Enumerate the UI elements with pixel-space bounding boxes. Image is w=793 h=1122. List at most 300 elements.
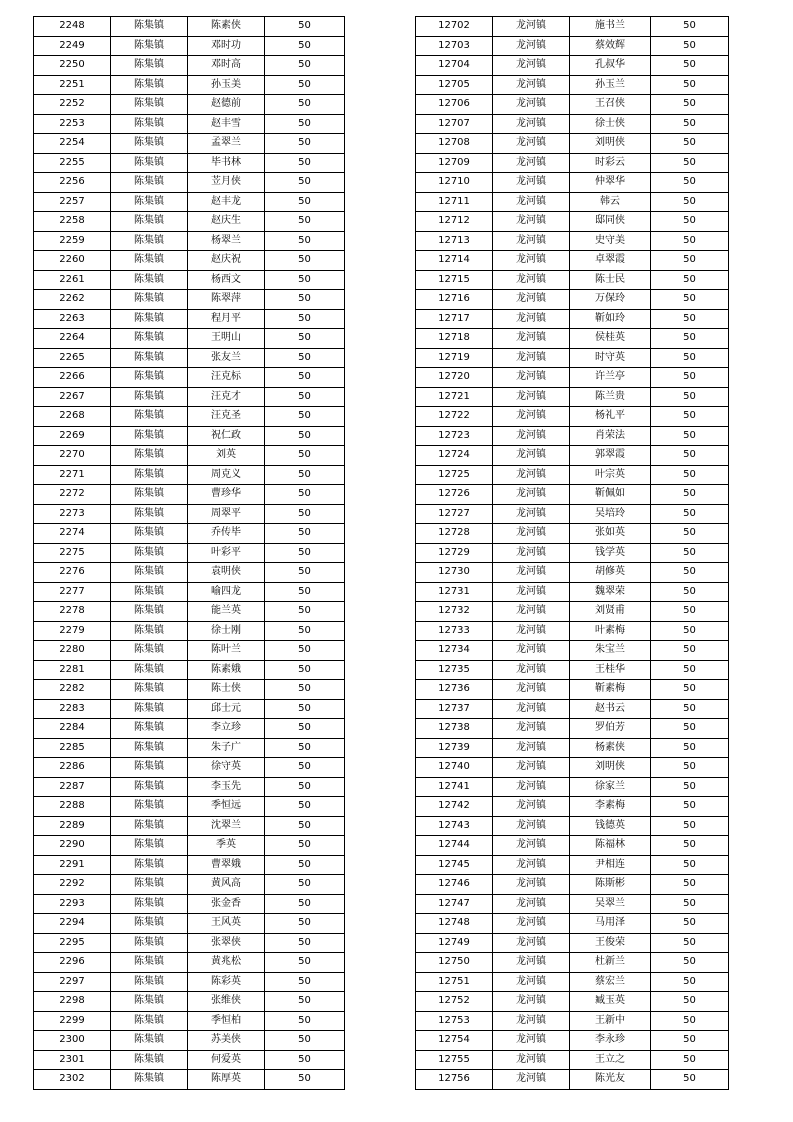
name-cell: 李立珍 [188,719,265,739]
town-cell: 陈集镇 [111,972,188,992]
amount-cell: 50 [265,17,345,37]
town-cell: 龙河镇 [493,95,570,115]
town-cell: 陈集镇 [111,524,188,544]
town-cell: 龙河镇 [493,875,570,895]
town-cell: 陈集镇 [111,660,188,680]
amount-cell: 50 [651,641,729,661]
serial-number-cell: 2297 [34,972,111,992]
table-row [416,953,729,973]
town-cell: 龙河镇 [493,680,570,700]
name-cell: 何爱英 [188,1050,265,1070]
town-cell: 陈集镇 [111,855,188,875]
town-cell: 陈集镇 [111,758,188,778]
serial-number-cell: 12746 [416,875,493,895]
serial-number-cell: 12717 [416,309,493,329]
name-cell: 乔传毕 [188,524,265,544]
serial-number-cell: 12748 [416,914,493,934]
name-cell: 曹翠娥 [188,855,265,875]
serial-number-cell: 2261 [34,270,111,290]
town-cell: 龙河镇 [493,602,570,622]
amount-cell: 50 [651,504,729,524]
town-cell: 龙河镇 [493,231,570,251]
table-row [34,231,345,251]
town-cell: 龙河镇 [493,816,570,836]
table-row [34,836,345,856]
serial-number-cell: 12747 [416,894,493,914]
name-cell: 季英 [188,836,265,856]
amount-cell: 50 [265,212,345,232]
serial-number-cell: 2286 [34,758,111,778]
table-row [34,1070,345,1090]
serial-number-cell: 12725 [416,465,493,485]
table-row [34,524,345,544]
serial-number-cell: 2289 [34,816,111,836]
town-cell: 陈集镇 [111,1031,188,1051]
amount-cell: 50 [265,426,345,446]
amount-cell: 50 [651,1070,729,1090]
table-row [416,153,729,173]
name-cell: 仲翠华 [570,173,651,193]
table-row [34,894,345,914]
name-cell: 祝仁政 [188,426,265,446]
town-cell: 陈集镇 [111,368,188,388]
table-row [34,855,345,875]
amount-cell: 50 [651,875,729,895]
table-row [34,563,345,583]
town-cell: 龙河镇 [493,465,570,485]
amount-cell: 50 [651,563,729,583]
name-cell: 吴培玲 [570,504,651,524]
name-cell: 叶彩平 [188,543,265,563]
name-cell: 邓时高 [188,56,265,76]
amount-cell: 50 [265,992,345,1012]
town-cell: 龙河镇 [493,719,570,739]
serial-number-cell: 2300 [34,1031,111,1051]
amount-cell: 50 [265,582,345,602]
table-row [34,270,345,290]
amount-cell: 50 [265,836,345,856]
town-cell: 龙河镇 [493,758,570,778]
serial-number-cell: 2287 [34,777,111,797]
town-cell: 陈集镇 [111,953,188,973]
table-row [34,251,345,271]
table-row [34,543,345,563]
town-cell: 龙河镇 [493,426,570,446]
serial-number-cell: 2248 [34,17,111,37]
table-row [416,465,729,485]
amount-cell: 50 [265,875,345,895]
name-cell: 赵庆生 [188,212,265,232]
amount-cell: 50 [651,855,729,875]
serial-number-cell: 2256 [34,173,111,193]
name-cell: 汪克标 [188,368,265,388]
table-row [34,485,345,505]
serial-number-cell: 2290 [34,836,111,856]
name-cell: 靳如玲 [570,309,651,329]
table-row [34,680,345,700]
serial-number-cell: 12734 [416,641,493,661]
amount-cell: 50 [651,270,729,290]
table-row [34,582,345,602]
name-cell: 刘明侠 [570,134,651,154]
table-row [416,738,729,758]
town-cell: 陈集镇 [111,563,188,583]
amount-cell: 50 [651,290,729,310]
amount-cell: 50 [651,368,729,388]
name-cell: 赵书云 [570,699,651,719]
serial-number-cell: 12756 [416,1070,493,1090]
table-row [416,797,729,817]
table-row [34,290,345,310]
name-cell: 肖荣法 [570,426,651,446]
name-cell: 袁明侠 [188,563,265,583]
name-cell: 汪克圣 [188,407,265,427]
table-row [416,309,729,329]
serial-number-cell: 12715 [416,270,493,290]
table-row [416,134,729,154]
table-row [416,914,729,934]
town-cell: 龙河镇 [493,1011,570,1031]
town-cell: 陈集镇 [111,641,188,661]
name-cell: 杨礼平 [570,407,651,427]
name-cell: 侯桂英 [570,329,651,349]
table-row [416,173,729,193]
name-cell: 季恒柏 [188,1011,265,1031]
serial-number-cell: 2285 [34,738,111,758]
amount-cell: 50 [651,660,729,680]
serial-number-cell: 12705 [416,75,493,95]
name-cell: 陈福林 [570,836,651,856]
table-row [416,660,729,680]
serial-number-cell: 2302 [34,1070,111,1090]
name-cell: 蔡宏兰 [570,972,651,992]
serial-number-cell: 12740 [416,758,493,778]
table-row [416,504,729,524]
amount-cell: 50 [265,543,345,563]
amount-cell: 50 [651,114,729,134]
table-row [34,36,345,56]
amount-cell: 50 [265,933,345,953]
serial-number-cell: 12709 [416,153,493,173]
amount-cell: 50 [265,660,345,680]
town-cell: 龙河镇 [493,524,570,544]
amount-cell: 50 [651,212,729,232]
town-cell: 龙河镇 [493,348,570,368]
town-cell: 陈集镇 [111,914,188,934]
serial-number-cell: 12712 [416,212,493,232]
town-cell: 龙河镇 [493,153,570,173]
table-row [416,543,729,563]
name-cell: 苏美侠 [188,1031,265,1051]
name-cell: 杨翠兰 [188,231,265,251]
table-row [34,75,345,95]
town-cell: 龙河镇 [493,1050,570,1070]
town-cell: 陈集镇 [111,173,188,193]
town-cell: 龙河镇 [493,504,570,524]
table-row [416,1070,729,1090]
name-cell: 陈斯彬 [570,875,651,895]
table-row [416,17,729,37]
left-roster-body [34,17,345,1090]
name-cell: 郭翠霞 [570,446,651,466]
serial-number-cell: 2277 [34,582,111,602]
amount-cell: 50 [651,153,729,173]
serial-number-cell: 2294 [34,914,111,934]
table-row [34,329,345,349]
table-row [34,309,345,329]
name-cell: 许兰亭 [570,368,651,388]
amount-cell: 50 [265,270,345,290]
serial-number-cell: 2299 [34,1011,111,1031]
serial-number-cell: 2267 [34,387,111,407]
town-cell: 陈集镇 [111,309,188,329]
table-row [34,972,345,992]
town-cell: 龙河镇 [493,953,570,973]
name-cell: 吴翠兰 [570,894,651,914]
town-cell: 龙河镇 [493,368,570,388]
table-row [416,387,729,407]
amount-cell: 50 [265,1070,345,1090]
serial-number-cell: 2276 [34,563,111,583]
town-cell: 陈集镇 [111,114,188,134]
name-cell: 王明山 [188,329,265,349]
table-row [416,894,729,914]
name-cell: 杨西文 [188,270,265,290]
serial-number-cell: 12750 [416,953,493,973]
amount-cell: 50 [651,465,729,485]
amount-cell: 50 [265,972,345,992]
table-row [416,680,729,700]
amount-cell: 50 [265,387,345,407]
table-row [34,56,345,76]
table-row [416,875,729,895]
amount-cell: 50 [651,582,729,602]
amount-cell: 50 [265,153,345,173]
amount-cell: 50 [265,797,345,817]
amount-cell: 50 [265,368,345,388]
table-row [416,641,729,661]
town-cell: 龙河镇 [493,699,570,719]
name-cell: 苙月侠 [188,173,265,193]
table-row [416,348,729,368]
table-row [34,1011,345,1031]
serial-number-cell: 2258 [34,212,111,232]
serial-number-cell: 2262 [34,290,111,310]
amount-cell: 50 [265,329,345,349]
serial-number-cell: 12716 [416,290,493,310]
name-cell: 陈士民 [570,270,651,290]
amount-cell: 50 [265,719,345,739]
serial-number-cell: 2269 [34,426,111,446]
town-cell: 龙河镇 [493,446,570,466]
town-cell: 陈集镇 [111,1070,188,1090]
amount-cell: 50 [265,407,345,427]
town-cell: 龙河镇 [493,114,570,134]
amount-cell: 50 [265,855,345,875]
serial-number-cell: 12732 [416,602,493,622]
serial-number-cell: 2301 [34,1050,111,1070]
name-cell: 徐守英 [188,758,265,778]
amount-cell: 50 [265,953,345,973]
name-cell: 马用泽 [570,914,651,934]
serial-number-cell: 12733 [416,621,493,641]
town-cell: 龙河镇 [493,134,570,154]
town-cell: 陈集镇 [111,426,188,446]
name-cell: 陈素侠 [188,17,265,37]
table-row [416,192,729,212]
table-row [34,153,345,173]
name-cell: 邸同侠 [570,212,651,232]
name-cell: 赵丰雪 [188,114,265,134]
amount-cell: 50 [265,563,345,583]
amount-cell: 50 [651,134,729,154]
table-row [34,621,345,641]
amount-cell: 50 [265,641,345,661]
town-cell: 龙河镇 [493,270,570,290]
amount-cell: 50 [651,75,729,95]
name-cell: 徐士侠 [570,114,651,134]
name-cell: 卓翠霞 [570,251,651,271]
serial-number-cell: 2272 [34,485,111,505]
table-row [416,1031,729,1051]
serial-number-cell: 12718 [416,329,493,349]
town-cell: 龙河镇 [493,894,570,914]
name-cell: 朱宝兰 [570,641,651,661]
amount-cell: 50 [651,426,729,446]
amount-cell: 50 [265,816,345,836]
name-cell: 杨素侠 [570,738,651,758]
serial-number-cell: 12723 [416,426,493,446]
town-cell: 龙河镇 [493,855,570,875]
serial-number-cell: 12743 [416,816,493,836]
town-cell: 陈集镇 [111,212,188,232]
town-cell: 陈集镇 [111,738,188,758]
name-cell: 陈士侠 [188,680,265,700]
amount-cell: 50 [651,173,729,193]
table-row [416,719,729,739]
serial-number-cell: 2298 [34,992,111,1012]
table-row [416,426,729,446]
town-cell: 陈集镇 [111,387,188,407]
town-cell: 龙河镇 [493,797,570,817]
name-cell: 赵庆祝 [188,251,265,271]
table-row [34,192,345,212]
serial-number-cell: 2282 [34,680,111,700]
serial-number-cell: 12720 [416,368,493,388]
right-roster-body [416,17,729,1090]
name-cell: 曹珍华 [188,485,265,505]
amount-cell: 50 [651,485,729,505]
town-cell: 陈集镇 [111,231,188,251]
town-cell: 龙河镇 [493,290,570,310]
table-row [416,270,729,290]
town-cell: 龙河镇 [493,621,570,641]
amount-cell: 50 [265,1050,345,1070]
table-row [34,17,345,37]
town-cell: 龙河镇 [493,212,570,232]
amount-cell: 50 [651,621,729,641]
town-cell: 龙河镇 [493,309,570,329]
name-cell: 钱学英 [570,543,651,563]
amount-cell: 50 [265,777,345,797]
town-cell: 龙河镇 [493,563,570,583]
name-cell: 陈素娥 [188,660,265,680]
name-cell: 李素梅 [570,797,651,817]
serial-number-cell: 12738 [416,719,493,739]
table-row [34,348,345,368]
table-row [416,777,729,797]
amount-cell: 50 [651,602,729,622]
serial-number-cell: 12751 [416,972,493,992]
table-row [416,251,729,271]
town-cell: 龙河镇 [493,660,570,680]
table-row [416,446,729,466]
table-row [34,953,345,973]
amount-cell: 50 [651,524,729,544]
amount-cell: 50 [265,699,345,719]
town-cell: 陈集镇 [111,1050,188,1070]
name-cell: 杜新兰 [570,953,651,973]
serial-number-cell: 2296 [34,953,111,973]
name-cell: 魏翠荣 [570,582,651,602]
amount-cell: 50 [651,758,729,778]
town-cell: 陈集镇 [111,621,188,641]
amount-cell: 50 [651,309,729,329]
amount-cell: 50 [651,933,729,953]
table-row [416,582,729,602]
town-cell: 陈集镇 [111,797,188,817]
serial-number-cell: 12703 [416,36,493,56]
amount-cell: 50 [265,602,345,622]
name-cell: 孟翠兰 [188,134,265,154]
name-cell: 陈叶兰 [188,641,265,661]
serial-number-cell: 2278 [34,602,111,622]
amount-cell: 50 [651,329,729,349]
serial-number-cell: 2249 [34,36,111,56]
serial-number-cell: 12724 [416,446,493,466]
amount-cell: 50 [265,134,345,154]
town-cell: 龙河镇 [493,543,570,563]
amount-cell: 50 [265,251,345,271]
table-row [416,1050,729,1070]
town-cell: 龙河镇 [493,1070,570,1090]
amount-cell: 50 [651,738,729,758]
town-cell: 陈集镇 [111,504,188,524]
serial-number-cell: 12731 [416,582,493,602]
serial-number-cell: 2252 [34,95,111,115]
amount-cell: 50 [651,446,729,466]
table-row [416,485,729,505]
town-cell: 龙河镇 [493,933,570,953]
table-row [34,387,345,407]
town-cell: 陈集镇 [111,56,188,76]
amount-cell: 50 [265,465,345,485]
amount-cell: 50 [651,251,729,271]
serial-number-cell: 2295 [34,933,111,953]
name-cell: 张友兰 [188,348,265,368]
name-cell: 张维侠 [188,992,265,1012]
town-cell: 陈集镇 [111,543,188,563]
table-row [34,114,345,134]
amount-cell: 50 [651,992,729,1012]
serial-number-cell: 2257 [34,192,111,212]
right-roster-table [415,16,729,1090]
amount-cell: 50 [651,231,729,251]
amount-cell: 50 [651,699,729,719]
town-cell: 龙河镇 [493,387,570,407]
serial-number-cell: 2288 [34,797,111,817]
amount-cell: 50 [265,114,345,134]
